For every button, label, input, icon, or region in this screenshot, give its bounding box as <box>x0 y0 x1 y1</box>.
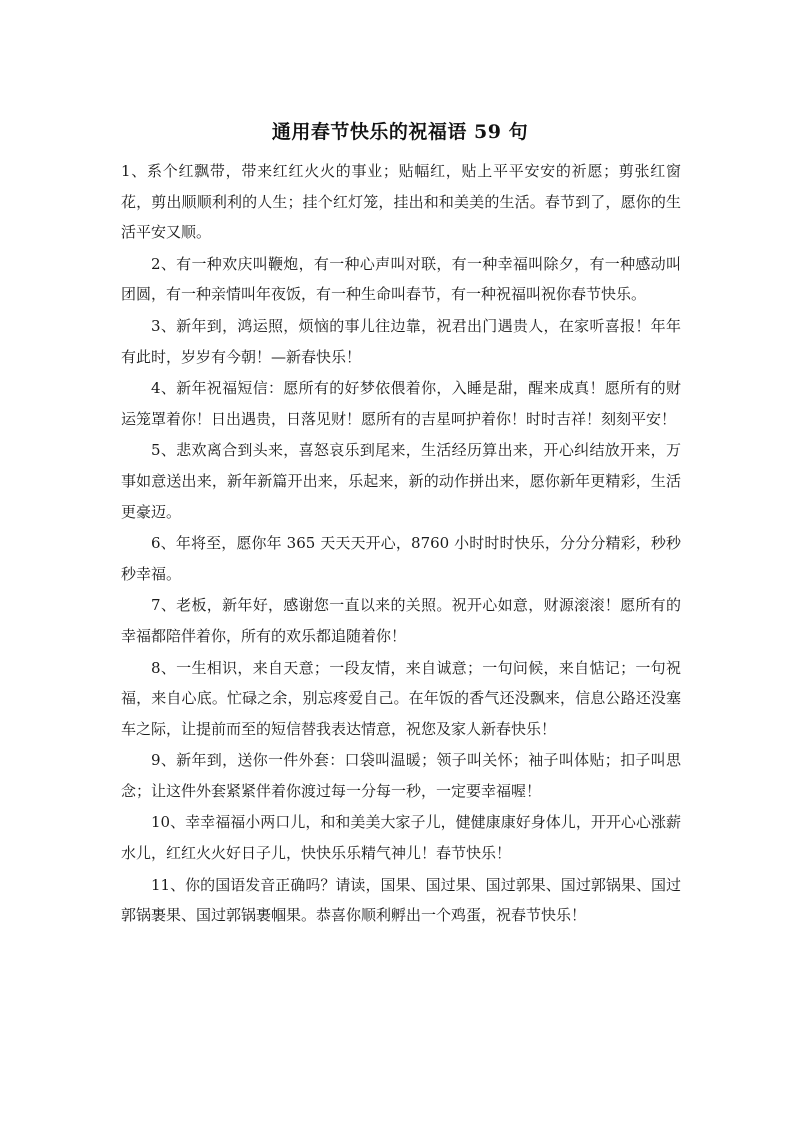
paragraph: 5、悲欢离合到头来，喜怒哀乐到尾来，生活经历算出来，开心纠结放开来，万事如意送出来，新年新篇开出来，乐起来，新的动作拼出来，愿你新年更精彩，生活更豪迈。 <box>121 441 681 521</box>
paragraph: 4、新年祝福短信：愿所有的好梦依偎着你，入睡是甜，醒来成真！愿所有的财运笼罩着你！日出遇贵，日落见财！愿所有的吉星呵护着你！时时吉祥！刻刻平安！ <box>121 379 681 428</box>
paragraph: 9、新年到，送你一件外套：口袋叫温暖；领子叫关怀；袖子叫体贴；扣子叫思念；让这件外套紧紧伴着你渡过每一分每一秒，一定要幸福喔！ <box>121 751 681 800</box>
paragraph: 6、年将至，愿你年 365 天天天开心，8760 小时时时快乐，分分分精彩，秒秒秒幸福。 <box>121 534 681 583</box>
document-body <box>121 156 681 932</box>
paragraph: 2、有一种欢庆叫鞭炮，有一种心声叫对联，有一种幸福叫除夕，有一种感动叫团圆，有一种亲情叫年夜饭，有一种生命叫春节，有一种祝福叫祝你春节快乐。 <box>121 254 681 304</box>
paragraph: 10、幸幸福福小两口儿，和和美美大家子儿，健健康康好身体儿，开开心心涨薪水儿，红红火火好日子儿，快快乐乐精气神儿！春节快乐！ <box>121 813 681 863</box>
document-title: 通用春节快乐的祝福语 59 句 <box>271 121 529 143</box>
paragraph: 8、一生相识，来自天意；一段友情，来自诚意；一句问候，来自惦记；一句祝福，来自心底。忙碌之余，别忘疼爱自己。在年饭的香气还没飘来，信息公路还没塞车之际，让提前而至的短信替我表达情意，祝您及家人新春快乐！ <box>121 658 681 738</box>
paragraph: 1、系个红飘带，带来红红火火的事业；贴幅红，贴上平平安安的祈愿；剪张红窗花，剪出顺顺利利的人生；挂个红灯笼，挂出和和美美的生活。春节到了，愿你的生活平安又顺。 <box>121 162 681 242</box>
paragraph: 3、新年到，鸿运照，烦恼的事儿往边靠，祝君出门遇贵人，在家听喜报！年年有此时，岁岁有今朝！—新春快乐！ <box>121 316 681 366</box>
paragraph: 7、老板，新年好，感谢您一直以来的关照。祝开心如意，财源滚滚！愿所有的幸福都陪伴着你，所有的欢乐都追随着你！ <box>121 596 681 645</box>
paragraph: 11、你的国语发音正确吗？请读，国果、国过果、国过郭果、国过郭锅果、国过郭锅裹果、国过郭锅裹帼果。恭喜你顺利孵出一个鸡蛋，祝春节快乐！ <box>121 875 681 925</box>
